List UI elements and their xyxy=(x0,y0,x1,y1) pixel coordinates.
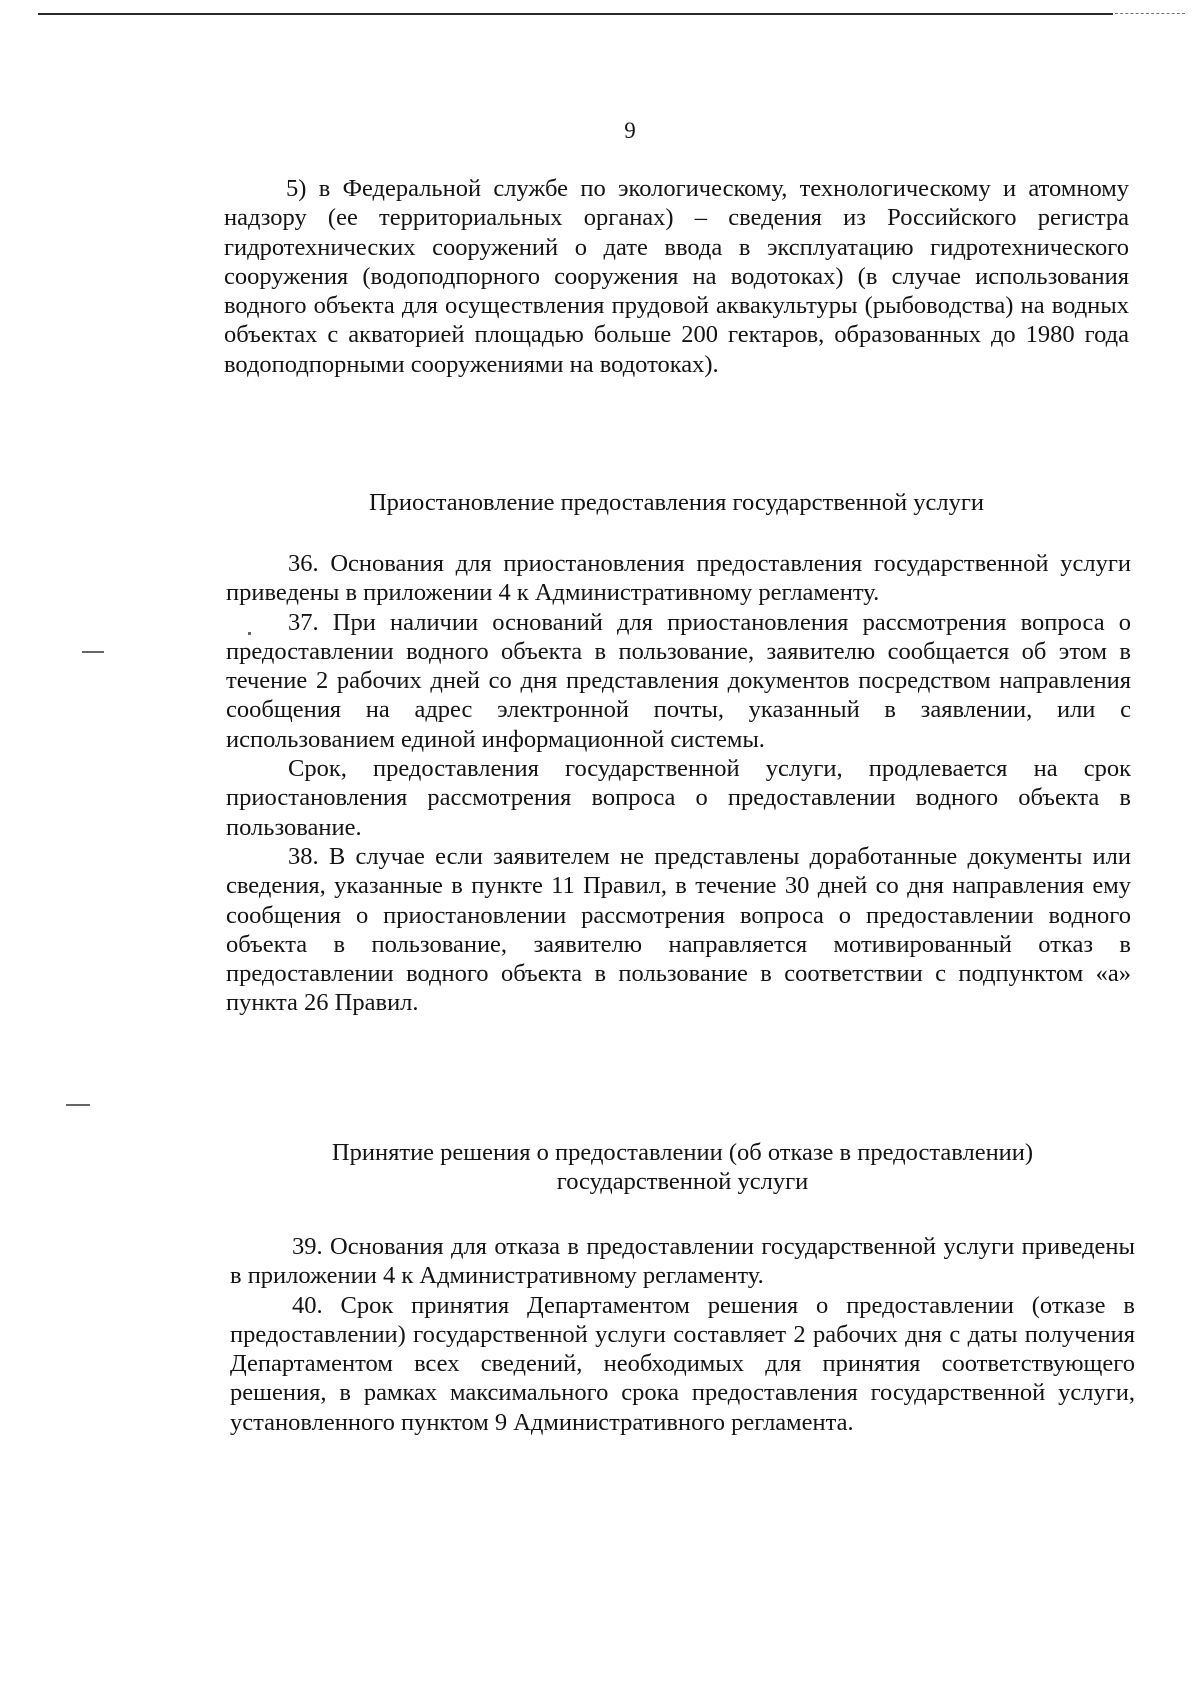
section-heading-line-2: государственной услуги xyxy=(556,1168,809,1196)
paragraph-item-5: 5) в Федеральной службе по экологическому, технологическому и атомному надзору (ее территориальных органах) – сведения из Российского регистра гидротехнических сооружений о дате ввода в эксплуатацию гидротехнического сооружения (водоподпорного сооружения на водотоках) (в случае использования водного объекта для осуществления прудовой аквакультуры (рыбоводства) на водных объектах с акваторией площадью больше 200 гектаров, образованных до 1980 года водоподпорными сооружениями на водотоках). xyxy=(224,175,1129,378)
paragraph-term-extension: Срок, предоставления государственной услуги, продлевается на срок приостановления рассмотрения вопроса о предоставлении водного объекта в пользование. xyxy=(226,755,1131,841)
page-number: 9 xyxy=(624,118,636,143)
paragraph-39: 39. Основания для отказа в предоставлении государственной услуги приведены в приложении 4 к Административному регламенту. xyxy=(230,1233,1135,1290)
top-border-line xyxy=(38,13,1113,15)
section-heading-suspension: Приостановление предоставления государственной услуги xyxy=(368,489,985,516)
top-border-line-faint xyxy=(1115,13,1185,14)
scan-mark xyxy=(66,1104,90,1106)
paragraph-block-sources xyxy=(224,174,1129,379)
section-heading-decision xyxy=(230,1138,1135,1197)
paragraph-37: 37. При наличии оснований для приостановления рассмотрения вопроса о предоставлении водного объекта в пользование, заявителю сообщается об этом в течение 2 рабочих дней со дня представления документов посредством направления сообщения на адрес электронной почты, указанный в заявлении, или с использованием единой информационной системы. xyxy=(226,608,1131,753)
paragraph-block-decision xyxy=(230,1232,1135,1437)
paragraph-38: 38. В случае если заявителем не представлены доработанные документы или сведения, указанные в пункте 11 Правил, в течение 30 дней со дня направления ему сообщения о приостановлении рассмотрения вопроса о предоставлении водного объекта в пользование, заявителю направляется мотивированный отказ в предоставлении водного объекта в пользование в соответствии с подпунктом «а» пункта 26 Правил. xyxy=(226,842,1131,1017)
section-heading-line-1: Принятие решения о предоставлении (об отказе в предоставлении) xyxy=(331,1139,1034,1166)
paragraph-40: 40. Срок принятия Департаментом решения о предоставлении (отказе в предоставлении) государственной услуги составляет 2 рабочих дня с даты получения Департаментом всех сведений, необходимых для принятия соответствующего решения, в рамках максимального срока предоставления государственной услуги, установленного пунктом 9 Административного регламента. xyxy=(230,1291,1135,1436)
scan-mark xyxy=(82,651,104,653)
paragraph-block-suspension xyxy=(226,549,1131,1018)
paragraph-36: 36. Основания для приостановления предоставления государственной услуги приведены в приложении 4 к Административному регламенту. xyxy=(226,550,1131,607)
